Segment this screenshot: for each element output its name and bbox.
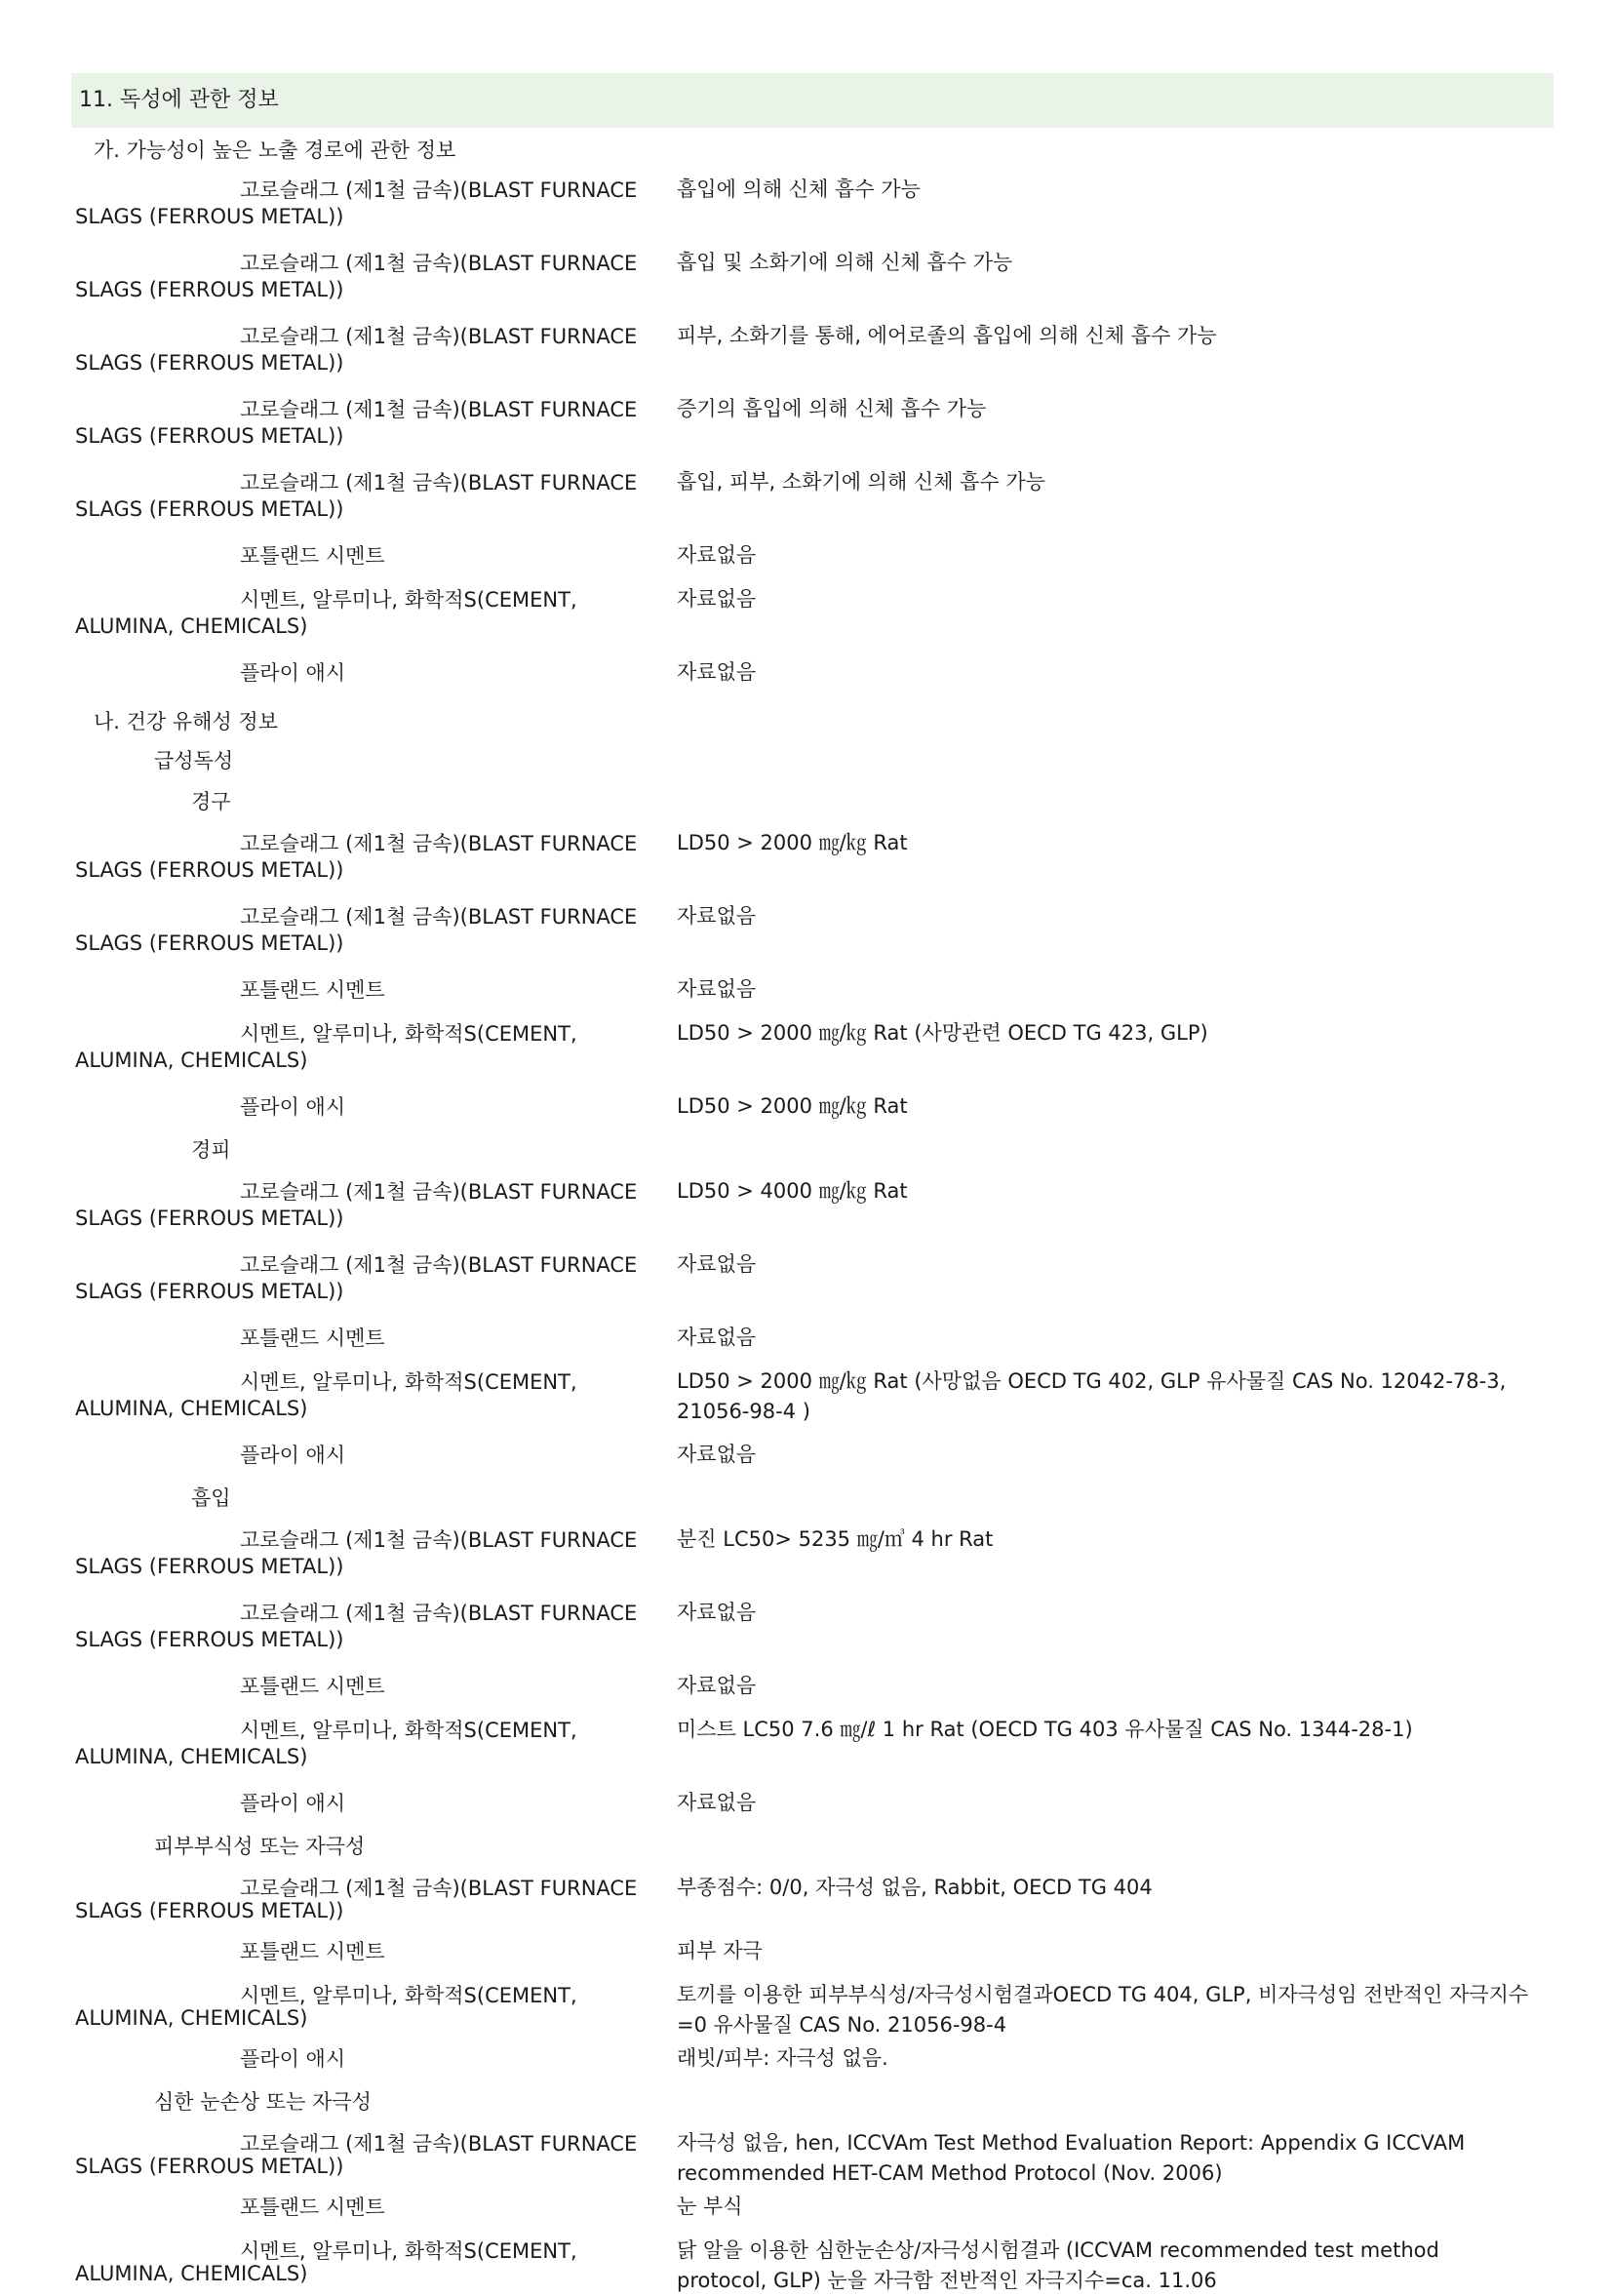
substance-name: 시멘트, 알루미나, 화학적S(CEMENT, bbox=[240, 588, 577, 612]
substance-name: 고로슬래그 (제1철 금속)(BLAST FURNACE bbox=[240, 1253, 638, 1277]
substance-name-continued: ALUMINA, CHEMICALS) bbox=[75, 1397, 308, 1420]
toxicity-value: 자료없음 bbox=[677, 543, 757, 567]
toxicity-value: 흡입, 피부, 소화기에 의해 신체 흡수 가능 bbox=[677, 470, 1045, 494]
substance-name: 고로슬래그 (제1철 금속)(BLAST FURNACE bbox=[240, 252, 638, 275]
toxicity-value: 부종점수: 0/0, 자극성 없음, Rabbit, OECD TG 404 bbox=[677, 1876, 1153, 1899]
substance-name-continued: SLAGS (FERROUS METAL)) bbox=[75, 1628, 344, 1651]
substance-name-continued: SLAGS (FERROUS METAL)) bbox=[75, 351, 344, 375]
table-row bbox=[71, 895, 1553, 969]
toxicity-value: 자료없음 bbox=[677, 1791, 757, 1814]
toxicity-value: 자료없음 bbox=[677, 1601, 757, 1624]
table-row bbox=[71, 822, 1553, 895]
toxicity-value: 자극성 없음, hen, ICCVAm Test Method Evaluation Report: Appendix G ICCVAM recommended HET-CAM Method Protocol (Nov. 2006) bbox=[677, 2131, 1466, 2185]
table-row bbox=[71, 1974, 1553, 2038]
substance-name: 고로슬래그 (제1철 금속)(BLAST FURNACE bbox=[240, 1528, 638, 1552]
table-row bbox=[71, 1519, 1553, 1592]
substance-name-continued: ALUMINA, CHEMICALS) bbox=[75, 614, 308, 638]
skin-list bbox=[71, 1867, 1553, 2081]
toxicity-value: 피부 자극 bbox=[677, 1939, 763, 1962]
toxicity-value: 증기의 흡입에 의해 신체 흡수 가능 bbox=[677, 397, 987, 420]
subsection-exposure-title: 가. 가능성이 높은 노출 경로에 관한 정보 bbox=[94, 139, 456, 162]
document-page bbox=[71, 73, 1553, 2293]
table-row bbox=[71, 1709, 1553, 1782]
section-title: 11. 독성에 관한 정보 bbox=[71, 73, 1553, 128]
table-row bbox=[71, 1244, 1553, 1317]
substance-name-continued: SLAGS (FERROUS METAL)) bbox=[75, 2155, 344, 2178]
substance-name: 고로슬래그 (제1철 금속)(BLAST FURNACE bbox=[240, 2132, 638, 2156]
substance-name: 포틀랜드 시멘트 bbox=[240, 1326, 385, 1350]
toxicity-value: 자료없음 bbox=[677, 1443, 757, 1466]
substance-name: 포틀랜드 시멘트 bbox=[240, 1675, 385, 1698]
substance-name: 플라이 애시 bbox=[240, 661, 346, 685]
substance-name: 플라이 애시 bbox=[240, 2047, 346, 2071]
substance-name: 포틀랜드 시멘트 bbox=[240, 978, 385, 1002]
toxicity-value: LD50 > 2000 ㎎/㎏ Rat bbox=[677, 831, 908, 854]
substance-name-continued: SLAGS (FERROUS METAL)) bbox=[75, 1280, 344, 1303]
toxicity-value: 자료없음 bbox=[677, 904, 757, 928]
table-row bbox=[71, 1086, 1553, 1129]
toxicity-value: LD50 > 2000 ㎎/㎏ Rat (사망없음 OECD TG 402, GLP 유사물질 CAS No. 12042-78-3, 21056-98-4 ) bbox=[677, 1369, 1507, 1423]
toxicity-value: LD50 > 2000 ㎎/㎏ Rat bbox=[677, 1094, 908, 1118]
toxicity-value: 피부, 소화기를 통해, 에어로졸의 흡입에 의해 신체 흡수 가능 bbox=[677, 324, 1217, 347]
substance-name-continued: SLAGS (FERROUS METAL)) bbox=[75, 278, 344, 301]
table-row bbox=[71, 1361, 1553, 1434]
toxicity-value: 자료없음 bbox=[677, 1326, 757, 1349]
eye-damage-title: 심한 눈손상 또는 자극성 bbox=[154, 2090, 372, 2114]
substance-name: 고로슬래그 (제1철 금속)(BLAST FURNACE bbox=[240, 1180, 638, 1204]
table-row bbox=[71, 2122, 1553, 2186]
toxicity-value: 자료없음 bbox=[677, 977, 757, 1001]
substance-name: 고로슬래그 (제1철 금속)(BLAST FURNACE bbox=[240, 325, 638, 348]
substance-name-continued: SLAGS (FERROUS METAL)) bbox=[75, 858, 344, 882]
toxicity-value: 분진 LC50> 5235 ㎎/㎥ 4 hr Rat bbox=[677, 1527, 994, 1551]
substance-name-continued: ALUMINA, CHEMICALS) bbox=[75, 1745, 308, 1768]
substance-name-continued: SLAGS (FERROUS METAL)) bbox=[75, 1207, 344, 1230]
substance-name: 포틀랜드 시멘트 bbox=[240, 2196, 385, 2219]
toxicity-value: 미스트 LC50 7.6 ㎎/ℓ 1 hr Rat (OECD TG 403 유사물질 CAS No. 1344-28-1) bbox=[677, 1718, 1413, 1741]
substance-name: 시멘트, 알루미나, 화학적S(CEMENT, bbox=[240, 1984, 577, 2007]
oral-title: 경구 bbox=[191, 790, 231, 813]
toxicity-value: 래빗/피부: 자극성 없음. bbox=[677, 2046, 888, 2070]
table-row bbox=[71, 1592, 1553, 1665]
table-row bbox=[71, 2230, 1553, 2293]
table-row bbox=[71, 1434, 1553, 1478]
substance-name: 고로슬래그 (제1철 금속)(BLAST FURNACE bbox=[240, 1877, 638, 1900]
table-row bbox=[71, 534, 1553, 578]
exposure-list bbox=[71, 169, 1553, 695]
substance-name-continued: SLAGS (FERROUS METAL)) bbox=[75, 497, 344, 521]
acute-toxicity-title: 급성독성 bbox=[154, 749, 234, 772]
toxicity-value: 자료없음 bbox=[677, 1674, 757, 1697]
inhalation-title: 흡입 bbox=[191, 1486, 231, 1510]
substance-name: 시멘트, 알루미나, 화학적S(CEMENT, bbox=[240, 1370, 577, 1394]
table-row bbox=[71, 1012, 1553, 1086]
toxicity-value: LD50 > 2000 ㎎/㎏ Rat (사망관련 OECD TG 423, GLP) bbox=[677, 1021, 1208, 1045]
substance-name: 시멘트, 알루미나, 화학적S(CEMENT, bbox=[240, 2239, 577, 2263]
table-row bbox=[71, 652, 1553, 695]
table-row bbox=[71, 969, 1553, 1012]
substance-name-continued: SLAGS (FERROUS METAL)) bbox=[75, 931, 344, 955]
table-row bbox=[71, 2186, 1553, 2230]
substance-name-continued: ALUMINA, CHEMICALS) bbox=[75, 1049, 308, 1072]
substance-name: 고로슬래그 (제1철 금속)(BLAST FURNACE bbox=[240, 178, 638, 202]
toxicity-value: 자료없음 bbox=[677, 1252, 757, 1276]
substance-name-continued: ALUMINA, CHEMICALS) bbox=[75, 2262, 308, 2285]
toxicity-value: 자료없음 bbox=[677, 660, 757, 684]
eye-list bbox=[71, 2122, 1553, 2293]
table-row bbox=[71, 242, 1553, 315]
substance-name: 고로슬래그 (제1철 금속)(BLAST FURNACE bbox=[240, 398, 638, 421]
table-row bbox=[71, 1782, 1553, 1826]
substance-name: 플라이 애시 bbox=[240, 1792, 346, 1815]
dermal-title: 경피 bbox=[191, 1138, 231, 1162]
toxicity-value: 닭 알을 이용한 심한눈손상/자극성시험결과 (ICCVAM recommended test method protocol, GLP) 눈을 자극함 전반적인 자극지수=ca. 11.06 bbox=[677, 2238, 1439, 2292]
table-row bbox=[71, 1665, 1553, 1709]
toxicity-value: 토끼를 이용한 피부부식성/자극성시험결과OECD TG 404, GLP, 비자극성임 전반적인 자극지수=0 유사물질 CAS No. 21056-98-4 bbox=[677, 1983, 1529, 2037]
substance-name: 시멘트, 알루미나, 화학적S(CEMENT, bbox=[240, 1022, 577, 1046]
table-row bbox=[71, 388, 1553, 461]
table-row bbox=[71, 2038, 1553, 2081]
table-row bbox=[71, 1930, 1553, 1974]
substance-name-continued: SLAGS (FERROUS METAL)) bbox=[75, 205, 344, 228]
substance-name: 플라이 애시 bbox=[240, 1444, 346, 1467]
table-row bbox=[71, 315, 1553, 388]
table-row bbox=[71, 461, 1553, 534]
substance-name: 고로슬래그 (제1철 금속)(BLAST FURNACE bbox=[240, 471, 638, 495]
substance-name-continued: ALUMINA, CHEMICALS) bbox=[75, 2006, 308, 2030]
toxicity-value: 흡입 및 소화기에 의해 신체 흡수 가능 bbox=[677, 251, 1013, 274]
substance-name: 고로슬래그 (제1철 금속)(BLAST FURNACE bbox=[240, 905, 638, 929]
toxicity-value: 자료없음 bbox=[677, 587, 757, 611]
substance-name: 고로슬래그 (제1철 금속)(BLAST FURNACE bbox=[240, 832, 638, 855]
substance-name: 포틀랜드 시멘트 bbox=[240, 544, 385, 568]
table-row bbox=[71, 1867, 1553, 1930]
substance-name: 시멘트, 알루미나, 화학적S(CEMENT, bbox=[240, 1719, 577, 1742]
table-row bbox=[71, 578, 1553, 652]
substance-name-continued: SLAGS (FERROUS METAL)) bbox=[75, 424, 344, 448]
subsection-health-title: 나. 건강 유해성 정보 bbox=[94, 710, 278, 733]
substance-name: 고로슬래그 (제1철 금속)(BLAST FURNACE bbox=[240, 1602, 638, 1625]
substance-name: 플라이 애시 bbox=[240, 1095, 346, 1119]
substance-name: 포틀랜드 시멘트 bbox=[240, 1940, 385, 1963]
table-row bbox=[71, 1170, 1553, 1244]
inhalation-list bbox=[71, 1519, 1553, 1826]
toxicity-value: 눈 부식 bbox=[677, 2195, 743, 2218]
substance-name-continued: SLAGS (FERROUS METAL)) bbox=[75, 1555, 344, 1578]
skin-irritation-title: 피부부식성 또는 자극성 bbox=[154, 1835, 366, 1858]
table-row bbox=[71, 1317, 1553, 1361]
table-row bbox=[71, 169, 1553, 242]
dermal-list bbox=[71, 1170, 1553, 1478]
oral-list bbox=[71, 822, 1553, 1129]
toxicity-value: 흡입에 의해 신체 흡수 가능 bbox=[677, 178, 921, 201]
substance-name-continued: SLAGS (FERROUS METAL)) bbox=[75, 1899, 344, 1922]
toxicity-value: LD50 > 4000 ㎎/㎏ Rat bbox=[677, 1179, 908, 1203]
